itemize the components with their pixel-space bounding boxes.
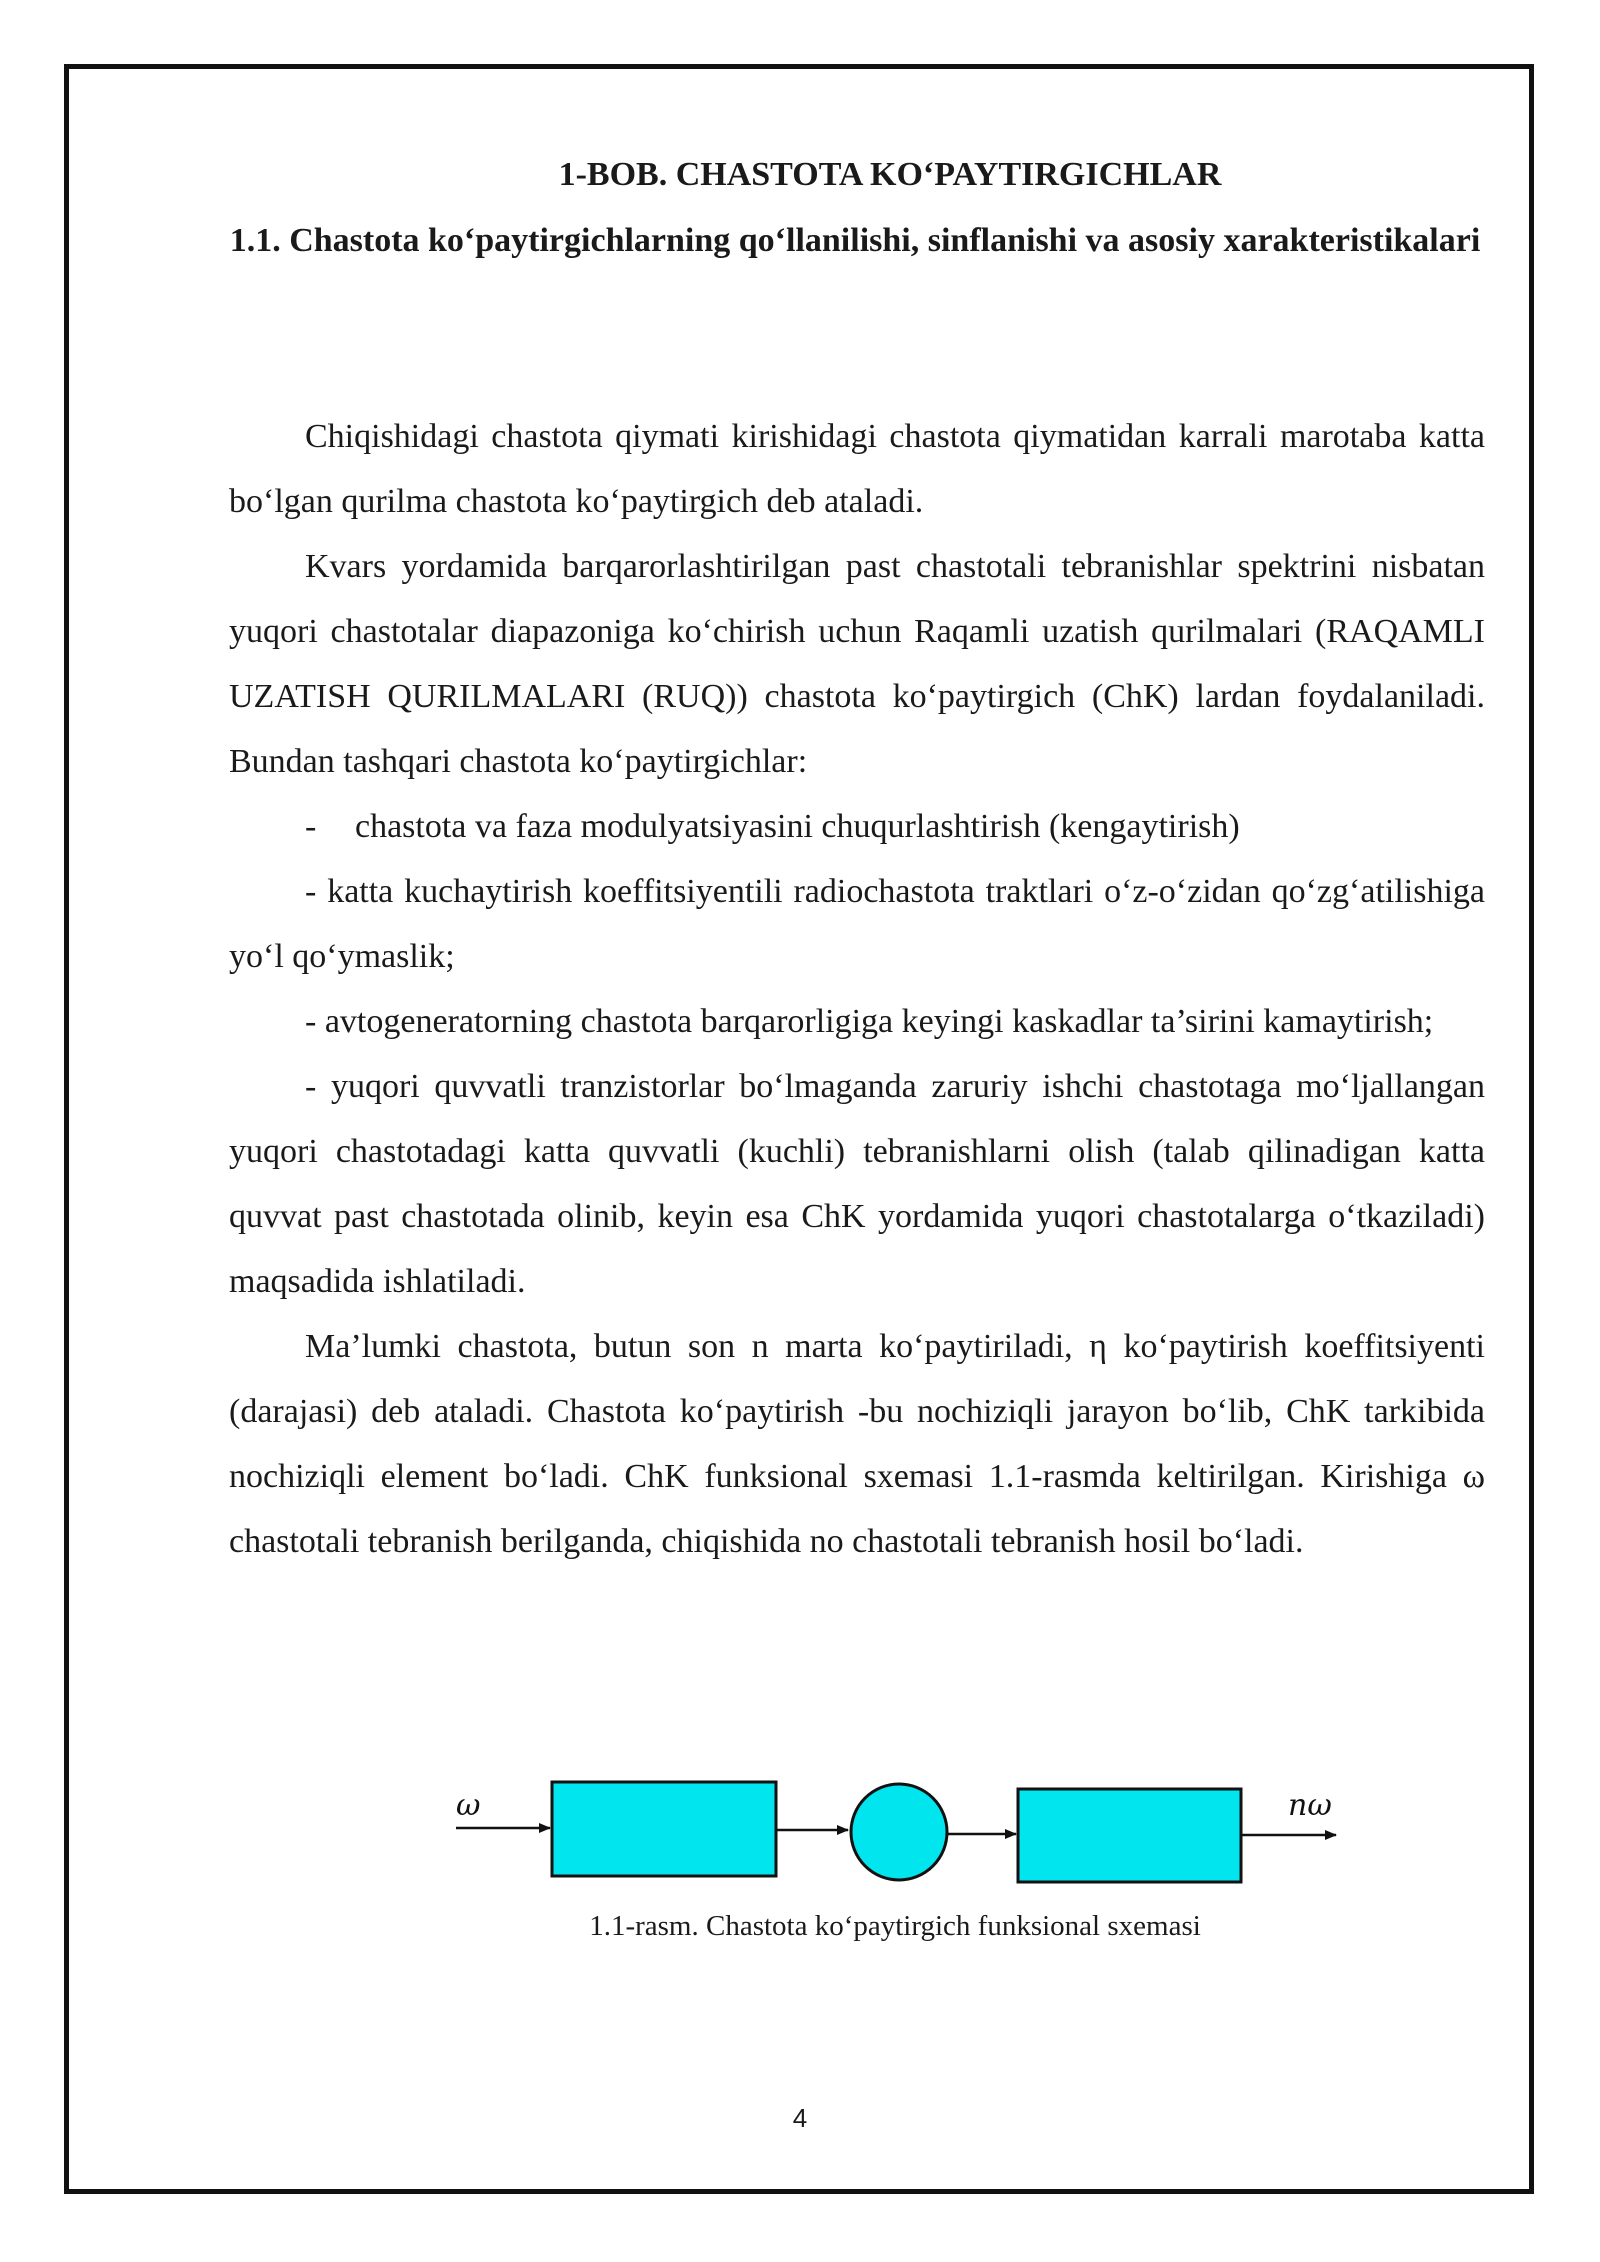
paragraph-definition: Chiqishidagi chastota qiymati kirishidagi chastota qiymatidan karrali marotaba katta bo‘lgan qurilma chastota ko‘paytirgich deb ataladi. (229, 418, 1485, 520)
output-block (1018, 1789, 1241, 1882)
main-text (229, 404, 1485, 1574)
list-item-text: avtogeneratorning chastota barqarorligiga keyingi kaskadlar ta’sirini kamaytirish; (324, 1003, 1434, 1040)
list-dash: - (305, 808, 317, 845)
figure-caption: 1.1-rasm. Chastota ko‘paytirgich funksional sxemasi (589, 1910, 1201, 1942)
chapter-title: 1-BOB. CHASTOTA KO‘PAYTIRGICHLAR (558, 156, 1222, 193)
list-item (229, 794, 1485, 859)
list-item-text: yuqori quvvatli tranzistorlar bo‘lmaganda zaruriy ishchi chastotaga mo‘ljallangan yuqori chastotadagi katta quvvatli (kuchli) tebranishlarni olish (talab qilinadigan katta quvvat past chastotada olinib, keyin esa ChK yordamida yuqori chastotalarga o‘tkaziladi) maqsadida ishlatiladi. (229, 1068, 1486, 1300)
list-dash: - (305, 1003, 317, 1040)
list-item (229, 859, 1485, 989)
functional-diagram (440, 1770, 1360, 1910)
section-title: 1.1. Chastota ko‘paytirgichlarning qo‘llanilishi, sinflanishi va asosiy xarakteristikalari (229, 222, 1481, 259)
list-item-text: chastota va faza modulyatsiyasini chuqurlashtirish (kengaytirish) (355, 808, 1240, 845)
list-item-text: katta kuchaytirish koeffitsiyentili radiochastota traktlari o‘z-o‘zidan qo‘zg‘atilishiga yo‘l qo‘ymaslik; (229, 873, 1485, 975)
nonlinear-element (851, 1784, 947, 1880)
list-item (229, 989, 1485, 1054)
list-item (229, 1054, 1485, 1314)
input-block (552, 1782, 776, 1876)
output-frequency-label: nω (1288, 1788, 1332, 1823)
input-frequency-label: ω (456, 1788, 481, 1823)
list-dash: - (305, 1068, 317, 1105)
list-dash: - (305, 873, 317, 910)
paragraph-usage: Kvars yordamida barqarorlashtirilgan past chastotali tebranishlar spektrini nisbatan yuqori chastotalar diapazoniga ko‘chirish uchun Raqamli uzatish qurilmalari (RAQAMLI UZATISH QURILMALARI (RUQ)) chastota ko‘paytirgich (ChK) lardan foydalaniladi. Bundan tashqari chastota ko‘paytirgichlar: (229, 548, 1485, 780)
paragraph-multiplication: Ma’lumki chastota, butun son n marta ko‘paytiriladi, η ko‘paytirish koeffitsiyenti (darajasi) deb ataladi. Chastota ko‘paytirish -bu nochiziqli jarayon bo‘lib, ChK tarkibida nochiziqli element bo‘ladi. ChK funksional sxemasi 1.1-rasmda keltirilgan. Kirishiga ω chastotali tebranish berilganda, chiqishida no chastotali tebranish hosil bo‘ladi. (229, 1328, 1485, 1560)
page-number: 4 (792, 2103, 808, 2133)
